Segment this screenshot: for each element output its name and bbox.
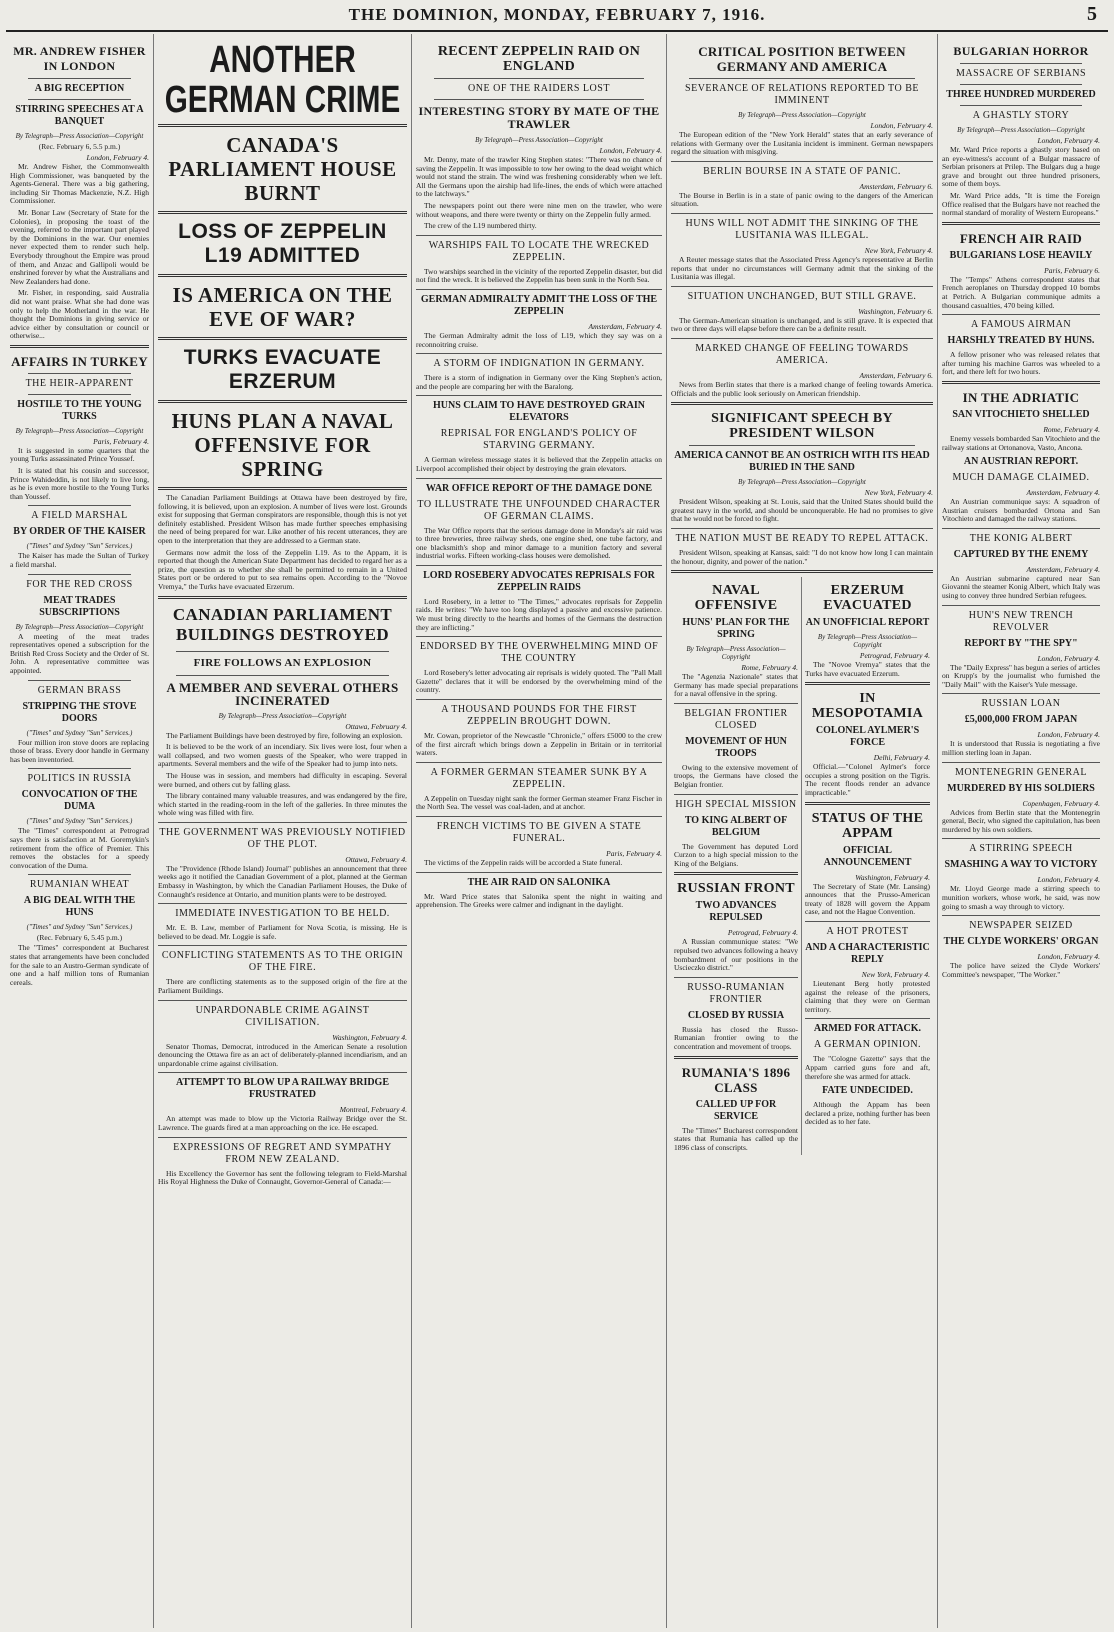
dateline: Delhi, February 4. [873, 753, 930, 763]
headline: THE KONIG ALBERT [969, 532, 1073, 544]
credit-line: By Telegraph—Press Association—Copyright [738, 478, 866, 487]
paragraph: Enemy vessels bombarded San Vitochieto and the railway stations at Ortonanova, Vasto, Ancona. [942, 433, 1100, 452]
dateline: Copenhagen, February 4. [1022, 798, 1100, 808]
subhead: FRENCH VICTIMS TO BE GIVEN A STATE FUNERAL. [436, 821, 642, 844]
main-headline: ANOTHER GERMAN CRIME [164, 39, 401, 121]
subhead: MARKED CHANGE OF FEELING TOWARDS AMERICA. [695, 342, 909, 366]
subhead: A BIG DEAL WITH THE HUNS [23, 895, 136, 919]
paragraph: A Zeppelin on Tuesday night sank the former German steamer Franz Fischer in the North Sea. The vessel was coal-laden, and at anchor. [416, 793, 662, 812]
subhead: A THOUSAND POUNDS FOR THE FIRST ZEPPELIN BROUGHT DOWN. [441, 704, 637, 728]
paragraph: Although the Appam has been declared a prize, nothing further has been decided as to her fate. [805, 1100, 930, 1127]
credit-line: By Telegraph—Press Association—Copyright [686, 645, 786, 662]
divider [28, 99, 131, 100]
paragraph: The "Daily Express" has begun a series of articles on Krupp's by the journalist who furnished the "Daily Mail" with the Kaiser's Yule message. [942, 662, 1100, 689]
divider [942, 314, 1100, 315]
paragraph: The "Times'" Bucharest correspondent states that Rumania has called up the 1896 class of conscripts. [674, 1125, 798, 1152]
divider [671, 338, 933, 339]
paragraph: Mr. Denny, mate of the trawler King Stephen states: "There was no chance of saving the Zeppelin. It was impossible to tow her owing to the dead weight which would not stand the strain. The wind was freshening considerably when we left. All the Germans upon the airship had life-lines, the ends of which were attached to the latchways." [416, 155, 662, 199]
paragraph: The Bourse in Berlin is in a state of panic owing to the dangers of the American situation. [671, 190, 933, 209]
divider [416, 395, 662, 396]
headline: CANADA'S PARLIAMENT HOUSE BURNT [168, 133, 397, 205]
divider [671, 161, 933, 162]
subhead: THREE HUNDRED MURDERED [946, 89, 1096, 100]
credit-line: ("Times" and Sydney "Sun" Services.) [26, 542, 133, 551]
headline: IN MESOPOTAMIA [811, 691, 924, 722]
paragraph: A Russian communique states: "We repulsed two advances following a heavy bombardment of our positions in the Uscieczko district." [674, 937, 798, 973]
subhead: OFFICIAL ANNOUNCEMENT [823, 844, 912, 868]
subhead: HUNS' PLAN FOR THE SPRING [682, 617, 790, 641]
paragraph: Advices from Berlin state that the Montenegrin general, Becir, who signed the capitulation, has been murdered by his own soldiers. [942, 807, 1100, 834]
dateline: London, February 4. [86, 153, 149, 162]
paragraph: There is a storm of indignation in Germany over the King Stephen's action, and the people are comparing her with the Baralong. [416, 373, 662, 391]
headline: A FIELD MARSHAL [31, 510, 128, 522]
paragraph: Mr. Cowan, proprietor of the Newcastle "Chronicle," offers £5000 to the crew of the first aircraft which brings down a Zeppelin in Britain or in territorial waters. [416, 731, 662, 758]
paragraph: Russia has closed the Russo-Rumanian frontier owing to the concentration and movement of troops. [674, 1024, 798, 1051]
divider [176, 651, 389, 652]
column-3 [412, 34, 667, 1628]
headline: STATUS OF THE APPAM [811, 810, 924, 841]
dateline: New York, February 4. [864, 245, 933, 255]
subhead: HUNS CLAIM TO HAVE DESTROYED GRAIN ELEVATORS [433, 400, 645, 424]
paragraph: Mr. Lloyd George made a stirring speech to munition workers, whose work, he said, was now going to smash a way through to victory. [942, 884, 1100, 911]
subhead: EXPRESSIONS OF REGRET AND SYMPATHY FROM NEW ZEALAND. [173, 1141, 392, 1165]
headline: IN THE ADRIATIC [962, 389, 1080, 405]
divider [960, 63, 1082, 64]
paragraph: The police have seized the Clyde Workers' Committee's newspaper, "The Worker." [942, 961, 1100, 979]
subhead: A BIG RECEPTION [34, 83, 125, 94]
column-5 [938, 34, 1104, 1628]
divider [416, 353, 662, 354]
headline: HUNS PLAN A NAVAL OFFENSIVE FOR SPRING [171, 409, 394, 481]
headline: A FAMOUS AIRMAN [970, 319, 1072, 331]
headline: HIGH SPECIAL MISSION [675, 798, 797, 810]
column-2 [154, 34, 412, 1628]
divider [28, 574, 131, 575]
subhead: WAR OFFICE REPORT OF THE DAMAGE DONE [425, 482, 653, 494]
subhead: A MEMBER AND SEVERAL OTHERS INCINERATED [166, 679, 399, 708]
divider [416, 235, 662, 236]
subhead: WARSHIPS FAIL TO LOCATE THE WRECKED ZEPPELIN. [428, 239, 650, 263]
paragraph: The library contained many valuable treasures, and was endangered by the fire, which started in the reading-room in the left of the galleries. In three minutes the whole wing was filled with fire. [158, 791, 407, 818]
dateline: Rome, February 4. [741, 663, 798, 673]
headline: A STIRRING SPEECH [969, 843, 1073, 855]
divider [416, 289, 662, 290]
subhead: LORD ROSEBERY ADVOCATES REPRISALS FOR ZEPPELIN RAIDS [423, 569, 655, 593]
headline: LOSS OF ZEPPELIN L19 ADMITTED [178, 220, 387, 267]
paragraph: Official.—"Colonel Aylmer's force occupies a strong position on the Tigris. The recent floods render an advance impracticable." [805, 762, 930, 798]
subhead: INTERESTING STORY BY MATE OF THE TRAWLER [418, 104, 660, 131]
paragraph: The crew of the L19 numbered thirty. [424, 221, 537, 231]
headline: RUSSO-RUMANIAN FRONTIER [687, 981, 785, 1005]
paragraph: The "Times" correspondent at Bucharest states that arrangements have been concluded for the sale to an Austro-German syndicate of one and a half million tons of Rumanian cereals. [10, 943, 149, 987]
dateline: London, February 4. [1037, 653, 1100, 663]
column-1 [6, 34, 154, 1628]
headline: GERMAN BRASS [37, 684, 122, 696]
paragraph: Lord Rosebery, in a letter to "The Times," advocates reprisals for Zeppelin raids. He writes: "We have too long displayed a passive and excessive patience. We must bring directly to the hearths and homes of the Germans the destruction they are inflicting." [416, 596, 662, 632]
subhead: COLONEL AYLMER'S FORCE [815, 725, 920, 749]
paragraph: Mr. Fisher, in responding, said Australia did not want praise. What she had done was only to help the Motherland in the war. He thought the Dominions in giving service or advice either by consultation or council or otherwise... [10, 288, 149, 341]
paragraph: There are conflicting statements as to the supposed origin of the fire at the Parliament Buildings. [158, 977, 407, 996]
headline: AN AUSTRIAN REPORT. [963, 456, 1079, 468]
headline: FOR THE RED CROSS [26, 578, 133, 590]
paragraph: The Government has deputed Lord Curzon to a high special mission to the King of the Belgians. [674, 841, 798, 868]
paragraph: The "Cologne Gazette" says that the Appam carried guns fore and aft, therefore she was armed for attack. [805, 1054, 930, 1081]
credit-line: By Telegraph—Press Association—Copyright [957, 126, 1085, 134]
dateline: Paris, February 4. [606, 849, 662, 858]
divider [158, 337, 407, 340]
headline: RUSSIAN FRONT [677, 881, 795, 897]
paragraph: A Reuter message states that the Associated Press Agency's representative at Berlin reports that under no circumstances will Germany admit that the sinking of the Lusitania was illegal. [671, 254, 933, 282]
dateline: Washington, February 4. [332, 1032, 407, 1042]
dateline: Amsterdam, February 6. [859, 181, 933, 191]
divider [671, 402, 933, 405]
subhead: STRIPPING THE STOVE DOORS [22, 700, 137, 724]
paragraph: The "Temps" Athens correspondent states that French aeroplanes on Thursday dropped 10 bombs at Petrich. A Bulgarian communique admits a thousand casualties, 470 being killed. [942, 274, 1100, 310]
subhead: BY ORDER OF THE KAISER [13, 526, 146, 538]
paragraph: Germans now admit the loss of the Zeppelin L19. As to the Appam, it is reported that though the American State Department has decided to regard her as a prize, the question as to whether she shall be permitted to remain in a United States port or be ordered to put to sea remains open. According to the "Novoe Vremya," the Turks have evacuated Erzerum. [158, 547, 407, 591]
subhead: ATTEMPT TO BLOW UP A RAILWAY BRIDGE FRUSTRATED [175, 1077, 390, 1101]
subhead: TO KING ALBERT OF BELGIUM [684, 814, 788, 838]
subhead: HARSHLY TREATED BY HUNS. [947, 335, 1095, 347]
paragraph: The "Novoe Vremya" states that the Turks have evacuated Erzerum. [805, 660, 930, 678]
subhead: SITUATION UNCHANGED, BUT STILL GRAVE. [687, 290, 917, 302]
subhead: AN UNOFFICIAL REPORT [805, 617, 930, 629]
divider [434, 78, 644, 79]
divider [158, 1000, 407, 1001]
paragraph: Senator Thomas, Democrat, introduced in the American Senate a resolution denouncing the Ottawa fire as an act of deliberately-planned incendiarism, and an unpardonable crime against civilisation. [158, 1041, 407, 1068]
divider [942, 528, 1100, 529]
credit-line: By Telegraph—Press Association—Copyright [15, 622, 144, 631]
divider [942, 762, 1100, 763]
subhead: A GERMAN OPINION. [813, 1039, 922, 1051]
divider [416, 565, 662, 566]
paragraph: The Parliament Buildings have been destroyed by fire, following an explosion. [166, 730, 403, 740]
divider [158, 1137, 407, 1138]
subhead: CLOSED BY RUSSIA [687, 1009, 785, 1021]
subhead: IMMEDIATE INVESTIGATION TO BE HELD. [175, 908, 390, 920]
subhead: HUNS WILL NOT ADMIT THE SINKING OF THE LUSITANIA WAS ILLEGAL. [685, 217, 919, 241]
headline: NAVAL OFFENSIVE [694, 583, 778, 614]
divider [158, 1072, 407, 1073]
subhead: CONFLICTING STATEMENTS AS TO THE ORIGIN OF THE FIRE. [161, 950, 404, 974]
divider [28, 78, 131, 79]
divider [960, 84, 1082, 85]
column-4a [671, 577, 802, 1155]
subhead: MOVEMENT OF HUN TROOPS [685, 735, 787, 759]
divider [416, 762, 662, 763]
subhead: ONE OF THE RAIDERS LOST [468, 83, 610, 94]
divider [942, 838, 1100, 839]
subhead: CONVOCATION OF THE DUMA [21, 789, 138, 813]
credit-line: By Telegraph—Press Association—Copyright [15, 132, 144, 140]
subhead: HOSTILE TO THE YOUNG TURKS [17, 398, 142, 422]
divider [158, 487, 407, 490]
divider [28, 394, 131, 395]
headline: POLITICS IN RUSSIA [27, 773, 132, 785]
headline: RECENT ZEPPELIN RAID ON ENGLAND [437, 44, 641, 74]
headline: ARMED FOR ATTACK. [813, 1023, 922, 1035]
divider [671, 213, 933, 214]
credit-line: ("Times" and Sydney "Sun" Services.) [26, 728, 133, 737]
divider [28, 505, 131, 506]
headline: BULGARIAN HORROR [953, 44, 1089, 58]
paragraph: President Wilson, speaking at St. Louis, said that the United States should build the greatest navy in the world, and should be unconquerable. He had no promises to give that he would not be forced to fight. [671, 497, 933, 524]
subhead: THE GOVERNMENT WAS PREVIOUSLY NOTIFIED OF THE PLOT. [159, 826, 406, 850]
columns [6, 34, 1108, 1628]
paragraph: A German wireless message states it is believed that the Zeppelin attacks on Liverpool accomplished their object by destroying the grain elevators. [416, 455, 662, 473]
divider [416, 636, 662, 637]
subhead: AMERICA CANNOT BE AN OSTRICH WITH ITS HEAD BURIED IN THE SAND [674, 450, 930, 474]
received-line: (Rec. February 6, 5.45 p.m.) [36, 933, 123, 943]
dateline: London, February 4. [1037, 136, 1100, 145]
headline: FATE UNDECIDED. [822, 1085, 913, 1097]
subhead: FIRE FOLLOWS AN EXPLOSION [193, 656, 372, 669]
masthead [6, 0, 1108, 32]
divider [176, 675, 389, 676]
divider [671, 528, 933, 529]
dateline: London, February 4. [1037, 730, 1100, 740]
masthead-title: THE DOMINION, MONDAY, FEBRUARY 7, 1916. [348, 5, 766, 24]
subhead: BERLIN BOURSE IN A STATE OF PANIC. [703, 165, 901, 177]
paragraph: The newspapers point out there were nine men on the trawler, who were without weapons, and there were twenty or thirty on the Zeppelin fully armed. [416, 200, 662, 219]
headline: TURKS EVACUATE ERZERUM [183, 346, 382, 393]
divider [158, 124, 407, 127]
dateline: London, February 4. [599, 146, 662, 155]
divider [28, 768, 131, 769]
paragraph: The German-American situation is unchanged, and is still grave. It is expected that two or three days will elapse before there can be a definite result. [671, 315, 933, 334]
subhead: SMASHING A WAY TO VICTORY [944, 859, 1098, 871]
divider [674, 1056, 798, 1059]
divider [158, 596, 407, 599]
paragraph: The Kaiser has made the Sultan of Turkey a field marshal. [10, 551, 149, 570]
paragraph: It is believed to be the work of an incendiary. Six lives were lost, four when a wall collapsed, and two women guests of the Speaker, who were trapped in apartments. Several members and the wife of the Speaker had to jump into nets. [158, 742, 407, 769]
dateline: Amsterdam, February 4. [1026, 488, 1100, 498]
divider [805, 682, 930, 685]
paragraph: Lieutenant Berg hotly protested against the release of the prisoners, claiming that they were on German territory. [805, 979, 930, 1014]
paragraph: Owing to the extensive movement of troops, the Germans have closed the Belgian frontier. [674, 762, 798, 790]
divider [942, 381, 1100, 384]
paragraph: Mr. Andrew Fisher, the Commonwealth High Commissioner, was banqueted by the Agents-General. There was a big gathering, including Sir Thomas Mackenzie, N.Z. High Commissioner. [10, 162, 149, 206]
subhead: UNPARDONABLE CRIME AGAINST CIVILISATION. [195, 1004, 370, 1028]
paragraph: The victims of the Zeppelin raids will be accorded a State funeral. [424, 858, 623, 867]
divider [28, 874, 131, 875]
subhead: ENDORSED BY THE OVERWHELMING MIND OF THE COUNTRY [419, 641, 659, 665]
headline: MR. ANDREW FISHER IN LONDON [13, 44, 146, 73]
dateline: London, February 4. [1037, 875, 1100, 885]
subhead: SAN VITOCHIETO SHELLED [952, 408, 1090, 420]
dateline: London, February 4. [1037, 952, 1100, 962]
paragraph: His Excellency the Governor has sent the following telegram to Field-Marshal His Royal Highness the Duke of Connaught, Governor-General of Canada:— [158, 1168, 407, 1187]
paragraph: A meeting of the meat trades representatives opened a subscription for the British Red Cross Society and the Order of St. John. A representative committee was appointed. [10, 631, 149, 675]
divider [689, 78, 915, 79]
subhead: REPORT BY "THE SPY" [964, 637, 1078, 649]
divider [942, 222, 1100, 225]
headline: HUN'S NEW TRENCH REVOLVER [968, 609, 1074, 633]
divider [158, 211, 407, 214]
headline: A HOT PROTEST [826, 926, 909, 938]
credit-line: ("Times" and Sydney "Sun" Services.) [26, 923, 133, 932]
dateline: Petrograd, February 4. [727, 928, 798, 938]
subhead: THE NATION MUST BE READY TO REPEL ATTACK. [675, 532, 929, 544]
paragraph: The Secretary of State (Mr. Lansing) announces that the Prusso-American treaty of 1828 will govern the Appam case, and not the Hague Convention. [805, 881, 930, 917]
dateline: Washington, February 4. [855, 872, 930, 882]
divider [28, 680, 131, 681]
paragraph: An Austrian communique says: A squadron of Austrian cruisers bombarded Ortona and San Vitochieto and damaged the railway stations. [942, 497, 1100, 524]
headline: SIGNIFICANT SPEECH BY PRESIDENT WILSON [711, 411, 893, 442]
dateline: Paris, February 6. [1044, 265, 1100, 275]
dateline: London, February 4. [870, 121, 933, 130]
dateline: Washington, February 6. [858, 306, 933, 316]
column-4 [667, 34, 938, 1628]
paragraph: The "Times" correspondent at Petrograd says there is satisfaction at M. Goremykin's retirement from the office of Premier. This removes the obstacles for a speedy convocation of the Duma. [10, 826, 149, 870]
divider [158, 945, 407, 946]
dateline: Ottawa, February 4. [345, 721, 407, 731]
paragraph: Mr. Ward Price states that Salonika spent the night in waiting and apprehension. The Greeks were calmer and indignant in the daylight. [416, 891, 662, 910]
divider [416, 699, 662, 700]
divider [942, 605, 1100, 606]
paragraph: An Austrian submarine captured near San Giovanni the steamer Konig Albert, which Italy was using to convey three hundred Serbian refugees. [942, 573, 1100, 601]
subhead: A FORMER GERMAN STEAMER SUNK BY A ZEPPELIN. [430, 766, 648, 790]
subhead: STIRRING SPEECHES AT A BANQUET [15, 104, 144, 127]
divider [674, 703, 798, 704]
dateline: Montreal, February 4. [339, 1105, 407, 1115]
dateline: Amsterdam, February 4. [588, 321, 662, 331]
subhead: GERMAN ADMIRALTY ADMIT THE LOSS OF THE ZEPPELIN [420, 293, 658, 317]
subhead: THE HEIR-APPARENT [25, 377, 134, 389]
paragraph: A fellow prisoner who was released relates that after turning his machine Garros was wheeled to a fort, and there left for two hours. [942, 350, 1100, 377]
credit-line: ("Times" and Sydney "Sun" Services.) [26, 817, 133, 826]
divider [805, 1018, 930, 1019]
divider [942, 915, 1100, 916]
credit-line: By Telegraph—Press Association—Copyright [15, 426, 144, 435]
received-line: (Rec. February 6, 5.5 p.m.) [38, 142, 121, 151]
divider [674, 977, 798, 978]
subhead: THE AIR RAID ON SALONIKA [467, 876, 611, 888]
headline: CRITICAL POSITION BETWEEN GERMANY AND AMERICA [698, 44, 906, 74]
divider [674, 872, 798, 875]
headline: RUSSIAN LOAN [981, 698, 1061, 710]
subhead: CAPTURED BY THE ENEMY [953, 548, 1089, 560]
credit-line: By Telegraph—Press Association—Copyright [475, 136, 603, 144]
paragraph: It is suggested in some quarters that the young Turks assassinated Prince Youssef. [10, 445, 149, 464]
paragraph: The "Providence (Rhode Island) Journal" publishes an announcement that three weeks ago it notified the Canadian Government of a plot, planned at the German Embassy in Washington, by which the Canadian Parliament Houses, the Duke of Connaught's residence at Ontario, and munition plants were to be destroyed. [158, 863, 407, 899]
paragraph: President Wilson, speaking at Kansas, said: "I do not know how long I can maintain the honour, dignity, and power of the nation." [671, 547, 933, 566]
subhead: THE CLYDE WORKERS' ORGAN [943, 936, 1099, 948]
paragraph: Two warships searched in the vicinity of the reported Zeppelin disaster, but did not find the wreck. It is believed the Zeppelin has been sunk in the North Sea. [416, 266, 662, 285]
subhead: £5,000,000 FROM JAPAN [964, 714, 1078, 726]
subhead: MEAT TRADES SUBSCRIPTIONS [39, 594, 120, 618]
subhead: AND A CHARACTERISTIC REPLY [805, 942, 930, 966]
headline: FRENCH AIR RAID [959, 230, 1083, 246]
divider [158, 903, 407, 904]
credit-line: By Telegraph—Press Association—Copyright [218, 711, 347, 720]
subhead: MURDERED BY HIS SOLDIERS [947, 782, 1095, 794]
divider [158, 400, 407, 403]
dateline: New York, February 4. [861, 970, 930, 980]
paragraph: News from Berlin states that there is a marked change of feeling towards America. Officials and the public look seriously on American friendship. [671, 379, 933, 398]
headline: AFFAIRS IN TURKEY [11, 353, 148, 369]
dateline: Petrograd, February 4. [859, 651, 930, 661]
headline: IS AMERICA ON THE EVE OF WAR? [172, 283, 393, 331]
paragraph: The "Agenzia Nazionale" states that Germany has made special preparations for a naval offensive in the spring. [674, 672, 798, 699]
subhead: CALLED UP FOR SERVICE [695, 1098, 777, 1122]
paragraph: Four million iron stove doors are replacing those of brass. Every door handle in Germany has been inventoried. [10, 737, 149, 764]
paragraph: An attempt was made to blow up the Victoria Railway Bridge over the St. Lawrence. The guards fired at a man approaching on the ice. He escaped. [158, 1114, 407, 1132]
subhead: SEVERANCE OF RELATIONS REPORTED TO BE IMMINENT [685, 83, 919, 106]
paragraph: Mr. Ward Price reports a ghastly story based on an eye-witness's account of a Bulgar massacre of Serbian prisoners at Prilep. The Bulgars dug a huge grave and brought out three hundred prisoners, some of them boys. [942, 145, 1100, 189]
subhead: BULGARIANS LOSE HEAVILY [949, 249, 1093, 261]
credit-line: By Telegraph—Press Association—Copyright [817, 633, 918, 650]
divider [960, 105, 1082, 106]
headline: NEWSPAPER SEIZED [969, 920, 1073, 932]
divider [434, 99, 644, 100]
subhead: REPRISAL FOR ENGLAND'S POLICY OF STARVING GERMANY. [440, 428, 638, 452]
divider [805, 921, 930, 922]
divider [942, 693, 1100, 694]
divider [674, 794, 798, 795]
paragraph: It is stated that his cousin and successor, Prince Wahideddin, is not likely to live long, as he is even more hostile to the Young Turks than Youssef. [10, 466, 149, 501]
credit-line: By Telegraph—Press Association—Copyright [738, 111, 866, 119]
subhead: TWO ADVANCES REPULSED [695, 900, 777, 924]
paragraph: Mr. Bonar Law (Secretary of State for the Colonies), in proposing the toast of the evening, referred to the important part played by the Dominions in the war. Our enemies never expected them to render such help. Everybody throughout the Empire was proud of them, and Anzac and Gallipoli would be enshrined forever by what the Australians and New Zealanders had done. [10, 207, 149, 286]
divider [689, 445, 915, 446]
dateline: New York, February 4. [864, 488, 933, 498]
divider [671, 286, 933, 287]
subhead: MUCH DAMAGE CLAIMED. [952, 472, 1090, 484]
page-number: 5 [1087, 3, 1098, 25]
paragraph: The German Admiralty admit the loss of L19, which they say was on a reconnoitring cruise. [416, 330, 662, 349]
paragraph: The War Office reports that the serious damage done in Monday's air raid was to three breweries, three railway sheds, one engine shed, one tube factory, and one blacksmith's shop and minor damage to a munition factory and several industrial works. Fifteen working-class houses were demolished. [416, 525, 662, 561]
headline: ERZERUM EVACUATED [823, 583, 912, 614]
paragraph: The Canadian Parliament Buildings at Ottawa have been destroyed by fire, following, it is believed, upon an explosion. A number of lives were lost. Grounds exist for supposing that German conspirators are responsible, though this is not yet definitely established. President Wilson has made further speeches emphasising the need of being prepared for war. Like another of his recent utterances, they are open to the interpretation that they are addressed to a German state. [158, 493, 407, 545]
subhead: MASSACRE OF SERBIANS [955, 68, 1087, 79]
dateline: Amsterdam, February 4. [1026, 564, 1100, 574]
divider [158, 274, 407, 277]
headline: RUMANIA'S 1896 CLASS [681, 1064, 791, 1095]
subhead: TO ILLUSTRATE THE UNFOUNDED CHARACTER OF GERMAN CLAIMS. [417, 498, 661, 522]
paragraph: Lord Rosebery's letter advocating air reprisals is widely quoted. The "Pall Mall Gazette" declares that it will be endorsed by the overwhelming mind of the country. [416, 668, 662, 695]
divider [416, 478, 662, 479]
paragraph: The European edition of the "New York Herald" states that an early severance of relations with Germany over the Lusitania incident is imminent. German newspapers regard the situation with misgiving. [671, 130, 933, 157]
divider [10, 345, 149, 348]
dateline: Ottawa, February 4. [345, 854, 407, 864]
headline: MONTENEGRIN GENERAL [955, 766, 1087, 778]
divider [28, 373, 131, 374]
paragraph: It is understood that Russia is negotiating a five million sterling loan in Japan. [942, 739, 1100, 758]
divider [416, 816, 662, 817]
column-4-split [671, 577, 933, 1155]
dateline: Paris, February 4. [93, 436, 149, 446]
subhead: A GHASTLY STORY [972, 110, 1070, 121]
dateline: Rome, February 4. [1043, 424, 1100, 434]
headline: RUMANIAN WHEAT [29, 879, 130, 891]
headline: CANADIAN PARLIAMENT BUILDINGS DESTROYED [172, 604, 393, 644]
paragraph: Mr. E. B. Law, member of Parliament for Nova Scotia, is missing. He is believed to be dead. Mr. Loggie is safe. [158, 923, 407, 941]
headline: BELGIAN FRONTIER CLOSED [684, 707, 788, 731]
divider [805, 802, 930, 805]
paragraph: Mr. Ward Price adds, "It is time the Foreign Office realised that the Bulgars have not reached the normal standard of morality of Western Europeans." [942, 190, 1100, 218]
paragraph: The House was in session, and members had difficulty in escaping. Several were burned, and others cut by falling glass. [158, 770, 407, 789]
column-4b [802, 577, 933, 1155]
dateline: Amsterdam, February 6. [859, 370, 933, 380]
subhead: A STORM OF INDIGNATION IN GERMANY. [433, 358, 645, 370]
divider [671, 570, 933, 573]
divider [158, 822, 407, 823]
divider [416, 872, 662, 873]
